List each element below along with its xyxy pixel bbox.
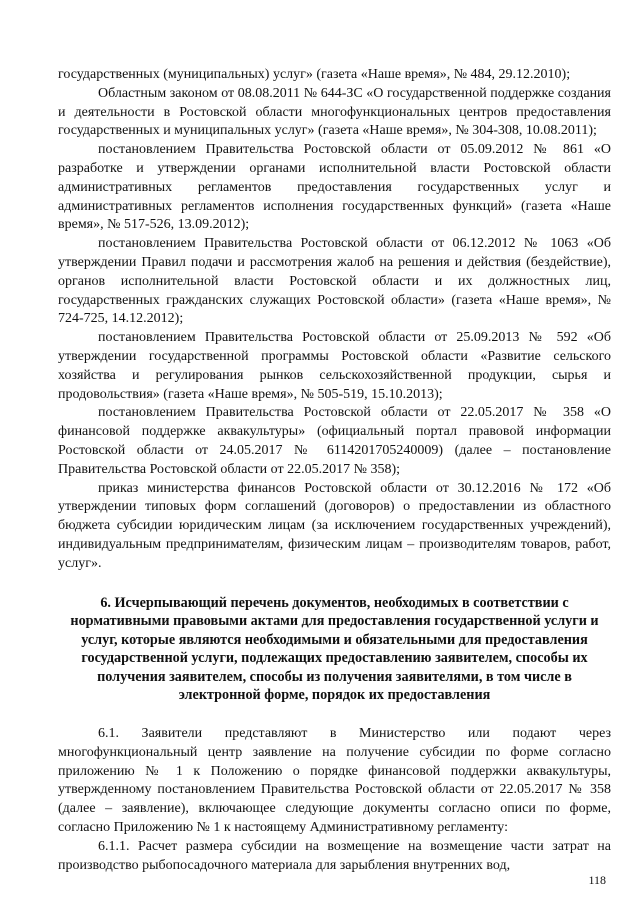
paragraph: государственных (муниципальных) услуг» (газета «Наше время», № 484, 29.12.2010); <box>58 67 571 82</box>
paragraph: постановлением Правительства Ростовской области от 06.12.2012 № 1063 «Об утверждении Правил подачи и рассмотрения жалоб на решения и действия (бездействие), органов исполнительной власти Ростовской области и их должностных лиц, государственных гражданских служащих Ростовской области» (газета «Наше время», № 724-725, 14.12.2012); <box>58 236 611 327</box>
paragraphs-after <box>58 725 611 875</box>
paragraphs-before <box>58 66 611 574</box>
paragraph: 6.1. Заявители представляют в Министерство или подают через многофункциональный центр заявление на получение субсидии по форме согласно приложению № 1 к Положению о порядке финансовой поддержки аквакультуры, утвержденному постановлением Правительства Ростовской области от 22.05.2017 № 358 (далее – заявление), включающее следующие документы согласно описи по форме, согласно Приложению № 1 к настоящему Административному регламенту: <box>58 726 611 836</box>
page-number: 118 <box>588 873 606 887</box>
paragraph: постановлением Правительства Ростовской области от 05.09.2012 № 861 «О разработке и утверждении органами исполнительной власти Ростовской области административных регламентов предоставления государственных услуг и административных регламентов исполнения государственных функций» (газета «Наше время», № 517-526, 13.09.2012); <box>58 142 611 233</box>
paragraph: 6.1.1. Расчет размера субсидии на возмещение на возмещение части затрат на производство рыбопосадочного материала для зарыбления внутренних вод, <box>58 838 611 873</box>
paragraph: постановлением Правительства Ростовской области от 25.09.2013 № 592 «Об утверждении государственной программы Ростовской области «Развитие сельского хозяйства и регулирования рынков сельскохозяйственной продукции, сырья и продовольствия» (газета «Наше время», № 505-519, 15.10.2013); <box>58 330 611 402</box>
document-page <box>58 66 611 875</box>
paragraph: постановлением Правительства Ростовской области от 22.05.2017 № 358 «О финансовой поддержке аквакультуры» (официальный портал правовой информации Ростовской области от 24.05.2017 № 6114201705240009) (далее – постановление Правительства Ростовской области от 22.05.2017 № 358); <box>58 405 611 477</box>
paragraph: Областным законом от 08.08.2011 № 644-ЗС «О государственной поддержке создания и деятельности в Ростовской области многофункциональных центров предоставления государственных и муниципальных услуг» (газета «Наше время», № 304-308, 10.08.2011); <box>58 85 611 139</box>
paragraph: приказ министерства финансов Ростовской области от 30.12.2016 № 172 «Об утверждении типовых форм соглашений (договоров) о предоставлении из областного бюджета субсидии юридическим лицам (за исключением государственных учреждений), индивидуальным предпринимателям, физическим лицам – производителям товаров, работ, услуг». <box>58 480 611 571</box>
section-heading: 6. Исчерпывающий перечень документов, необходимых в соответствии с нормативными правовыми актами для предоставления государственной услуги и услуг, которые являются необходимыми и обязательными для предоставления государственной услуги, подлежащих предоставлению заявителем, способы их получения заявителем, способы из получения заявителями, в том числе в электронной форме, порядок их предоставления <box>70 594 599 704</box>
